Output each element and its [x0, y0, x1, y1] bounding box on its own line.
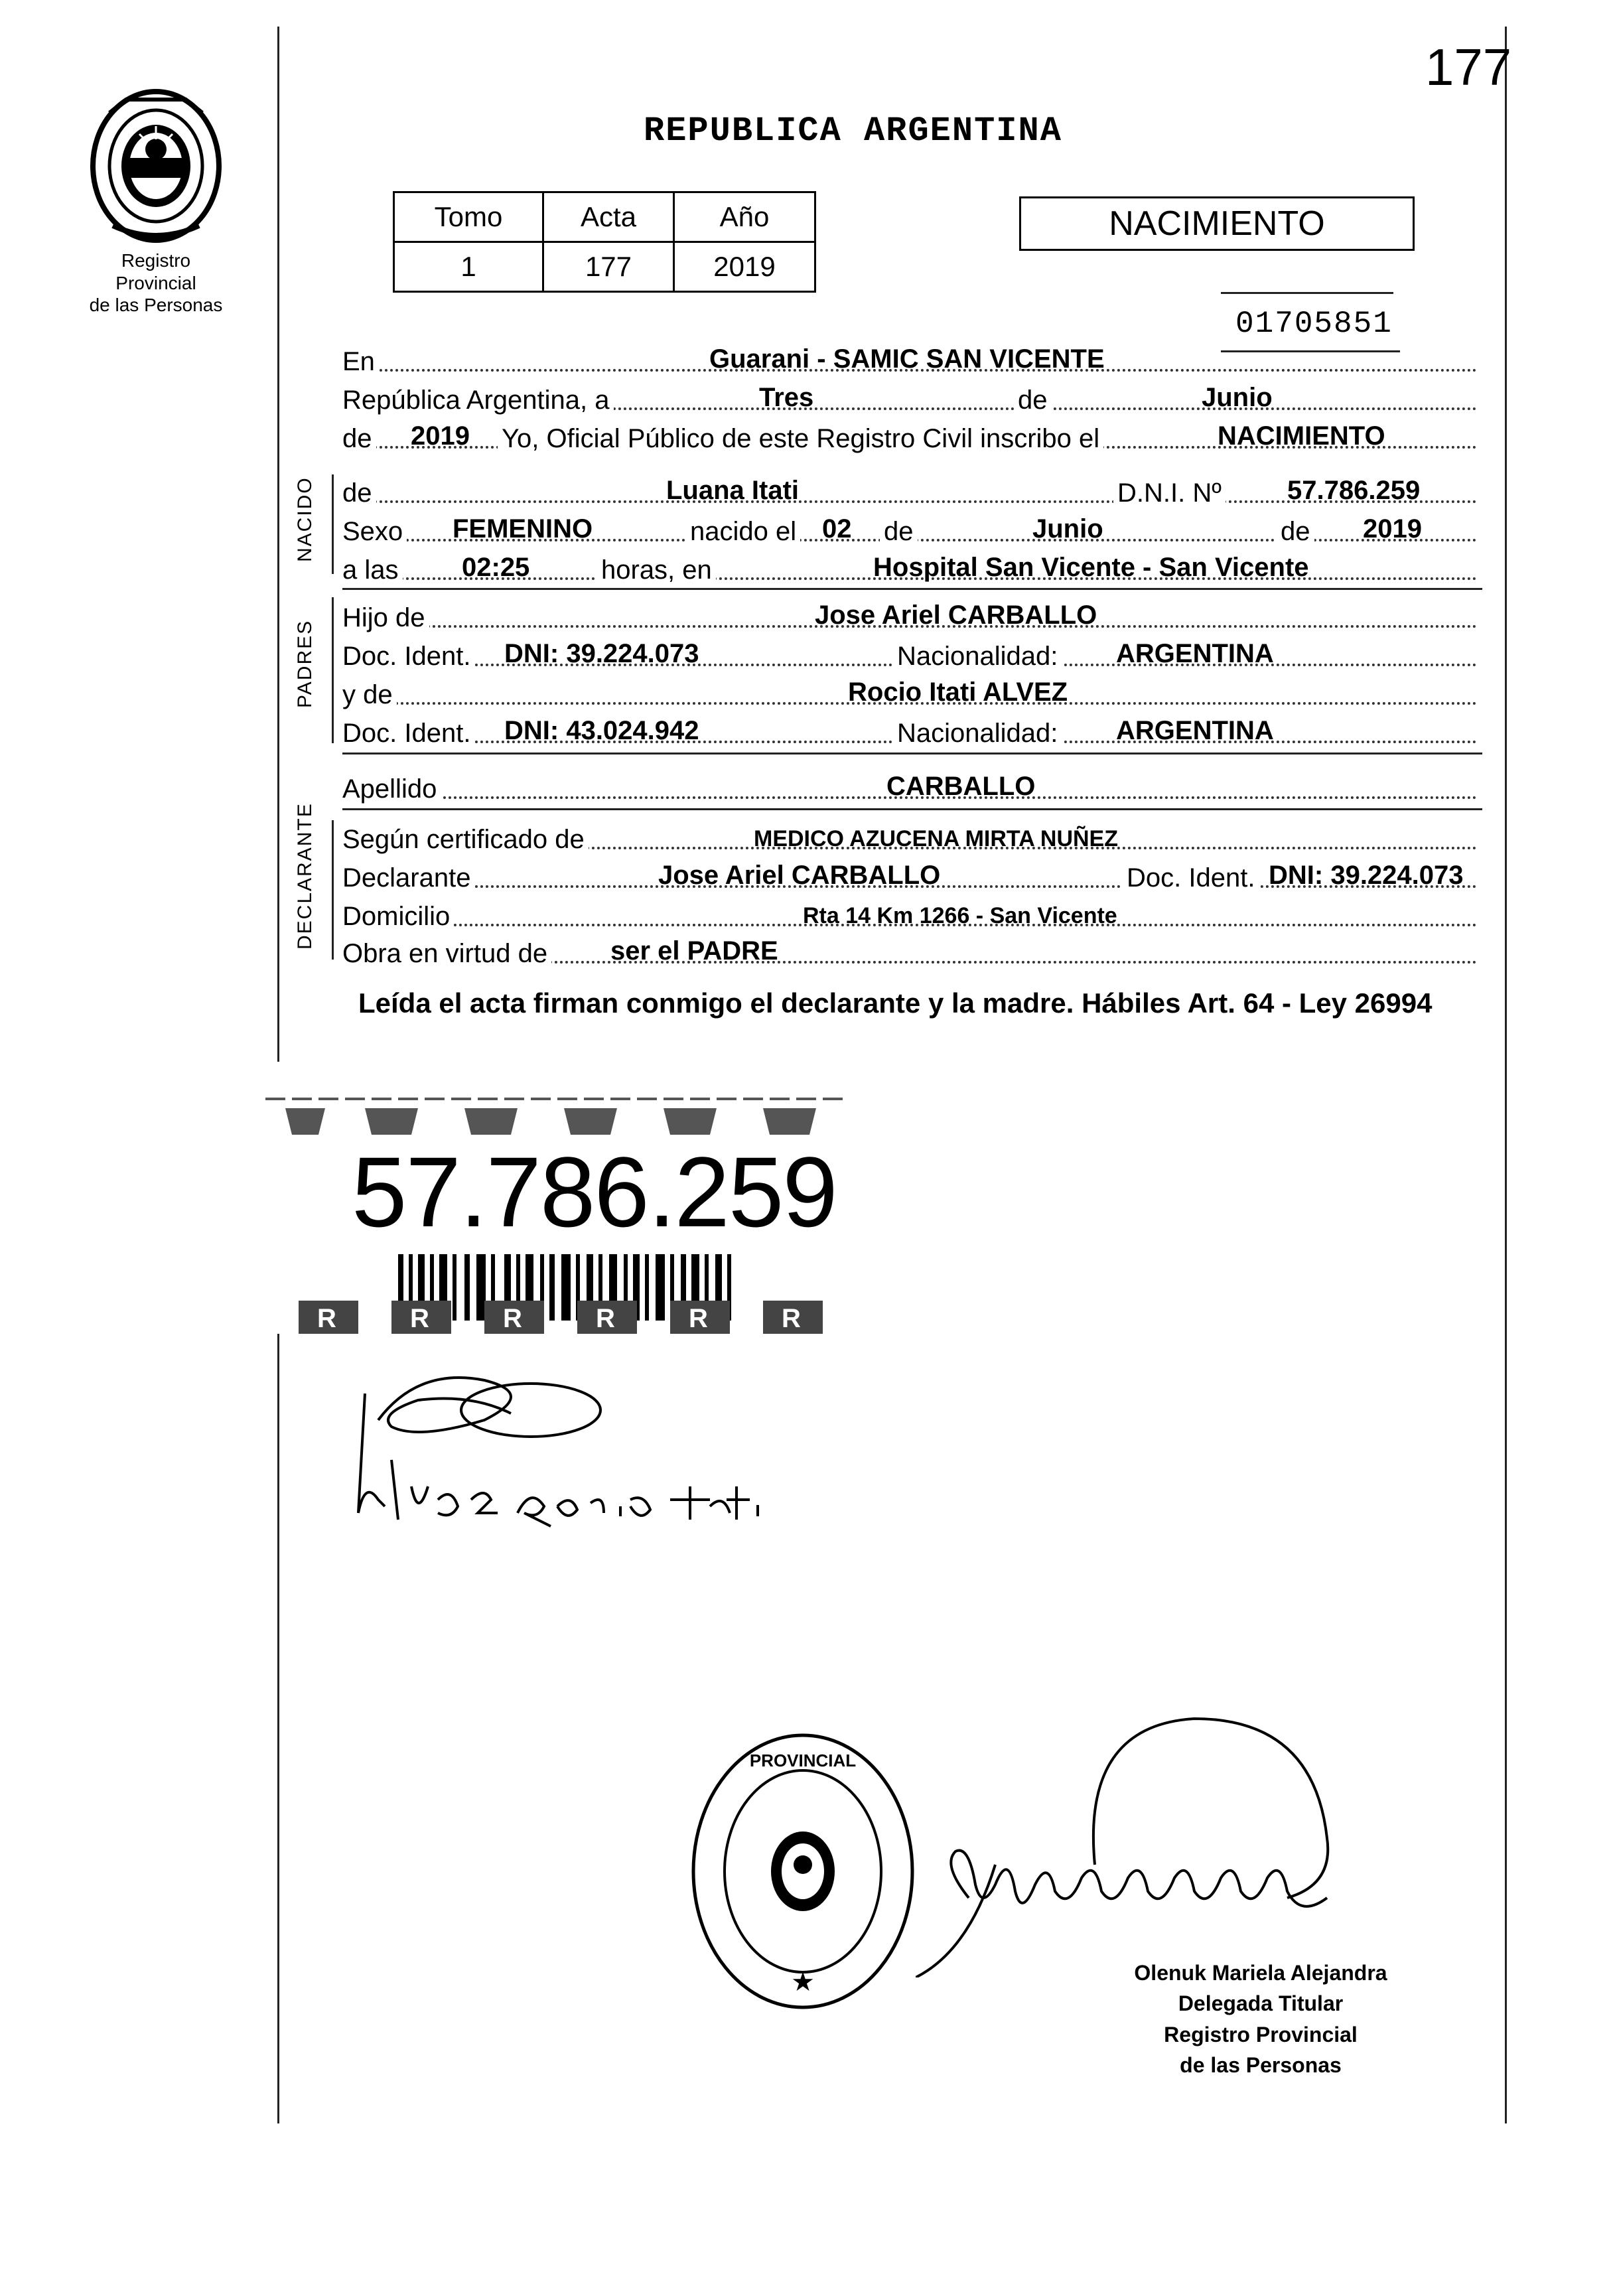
row-inscription: [342, 417, 1477, 454]
label-sexo: Sexo: [342, 517, 407, 547]
svg-text:R: R: [503, 1304, 522, 1333]
value-declarant-doc: DNI: 39.224.073: [1269, 861, 1464, 890]
row-father-doc: [342, 634, 1477, 672]
label-nacido-el: nacido el: [686, 517, 800, 547]
anio-value: 2019: [674, 242, 815, 292]
sticker-bottom-pattern: [292, 1294, 876, 1340]
svg-text:R: R: [689, 1304, 708, 1333]
row-father: [342, 596, 1477, 633]
value-mother-doc: DNI: 43.024.942: [504, 716, 699, 745]
row-mother: [342, 673, 1477, 710]
row-declarant: [342, 856, 1477, 893]
value-place: Guarani - SAMIC SAN VICENTE: [709, 344, 1105, 374]
label-obra: Obra en virtud de: [342, 939, 551, 969]
label-republica: República Argentina, a: [342, 386, 614, 415]
label-de-child: de: [342, 478, 376, 508]
signer-block: [1088, 1958, 1433, 2081]
value-day: Tres: [759, 383, 814, 412]
value-sex: FEMENINO: [453, 514, 593, 543]
value-father-nationality: ARGENTINA: [1116, 639, 1274, 668]
serial-rule-top: [1221, 292, 1393, 294]
acta-value: 177: [543, 242, 674, 292]
section-declarante: DECLARANTE: [294, 802, 316, 950]
value-month: Junio: [1202, 383, 1273, 412]
record-table: [393, 191, 816, 293]
signer-institution: Registro Provincial: [1164, 2022, 1358, 2046]
padres-bracket: [332, 597, 334, 743]
nacido-bracket: [332, 474, 334, 574]
left-margin-line-lower: [277, 1334, 279, 2123]
label-segun: Según certificado de: [342, 825, 589, 855]
barcode-sticker: [265, 1095, 849, 1340]
value-certificate: MEDICO AZUCENA MIRTA NUÑEZ: [754, 826, 1118, 851]
label-declarante: Declarante: [342, 863, 474, 893]
label-hijo-de: Hijo de: [342, 603, 429, 633]
separator-nacido: [342, 588, 1482, 590]
label-doc-ident-father: Doc. Ident.: [342, 642, 474, 672]
row-capacity: [342, 932, 1477, 969]
row-place: [342, 340, 1477, 377]
row-certificate: [342, 818, 1477, 855]
stamp-outer-text: PROVINCIAL: [749, 1751, 857, 1770]
row-time-place: [342, 548, 1477, 585]
tomo-value: 1: [394, 242, 543, 292]
value-birth-month: Junio: [1032, 514, 1103, 543]
value-birth-year: 2019: [1363, 514, 1422, 543]
registry-stamp: [683, 1725, 922, 2017]
signer-role: Delegada Titular: [1178, 1991, 1344, 2016]
value-mother-nationality: ARGENTINA: [1116, 716, 1274, 745]
label-nacionalidad-mother: Nacionalidad:: [893, 719, 1062, 749]
label-de-birth-month: de: [880, 517, 918, 547]
label-doc-ident-mother: Doc. Ident.: [342, 719, 474, 749]
label-yo: Yo, Oficial Público de este Registro Civil inscribo el: [498, 424, 1103, 454]
svg-text:R: R: [317, 1304, 336, 1333]
label-de-month: de: [1014, 386, 1052, 415]
svg-text:R: R: [596, 1304, 615, 1333]
label-de-year: de: [342, 424, 376, 454]
row-sex-birth: [342, 510, 1477, 547]
label-doc-ident-declarant: Doc. Ident.: [1123, 863, 1259, 893]
row-mother-doc: [342, 711, 1477, 749]
value-act-kind: NACIMIENTO: [1218, 421, 1385, 451]
label-y-de: y de: [342, 680, 397, 710]
label-dni-no: D.N.I. Nº: [1113, 478, 1226, 508]
label-de-birth-year: de: [1277, 517, 1314, 547]
page-number: 177: [1425, 38, 1512, 96]
svg-text:★: ★: [791, 1968, 815, 1997]
closing-statement: Leída el acta firman conmigo el declarante y la madre. Hábiles Art. 64 - Ley 26994: [358, 987, 1433, 1019]
label-en: En: [342, 347, 379, 377]
provincial-seal: [80, 86, 232, 317]
document-title: REPUBLICA ARGENTINA: [644, 111, 1062, 151]
signer-institution-cont: de las Personas: [1180, 2053, 1342, 2078]
separator-apellido: [342, 808, 1482, 810]
label-apellido: Apellido: [342, 774, 441, 804]
separator-padres: [342, 753, 1482, 754]
label-a-las: a las: [342, 555, 403, 585]
value-child-dni: 57.786.259: [1287, 476, 1421, 505]
declarante-bracket: [332, 820, 334, 960]
barcode-number: 57.786.259: [352, 1136, 837, 1248]
value-mother-name: Rocio Itati ALVEZ: [848, 678, 1068, 707]
serial-number: 01705851: [1235, 307, 1393, 341]
tomo-header: Tomo: [394, 192, 543, 242]
row-child-name: [342, 471, 1477, 508]
row-address: [342, 895, 1477, 932]
label-nacionalidad-father: Nacionalidad:: [893, 642, 1062, 672]
value-birth-day: 02: [822, 514, 852, 543]
right-margin-line: [1505, 27, 1507, 2123]
row-surname: [342, 767, 1477, 804]
value-father-name: Jose Ariel CARBALLO: [815, 601, 1097, 630]
section-padres: PADRES: [294, 619, 316, 708]
registry-caption-line2: de las Personas: [89, 295, 223, 316]
document-type-box: NACIMIENTO: [1019, 196, 1415, 251]
left-margin-line: [277, 27, 279, 1062]
svg-text:R: R: [782, 1304, 801, 1333]
value-surname: CARBALLO: [886, 772, 1036, 801]
official-signature: [916, 1699, 1367, 1977]
section-nacido: NACIDO: [294, 476, 316, 562]
value-address: Rta 14 Km 1266 - San Vicente: [803, 903, 1117, 928]
value-child-name: Luana Itati: [666, 476, 800, 505]
value-birth-time: 02:25: [462, 553, 530, 582]
registry-caption-line1: Registro Provincial: [115, 250, 196, 293]
label-domicilio: Domicilio: [342, 902, 454, 932]
misiones-coat-of-arms: [86, 86, 226, 246]
anio-header: Año: [674, 192, 815, 242]
value-father-doc: DNI: 39.224.073: [504, 639, 699, 668]
acta-header: Acta: [543, 192, 674, 242]
signer-name: Olenuk Mariela Alejandra: [1134, 1961, 1387, 1985]
svg-text:R: R: [410, 1304, 429, 1333]
value-birth-place: Hospital San Vicente - San Vicente: [873, 553, 1309, 582]
value-declarant-name: Jose Ariel CARBALLO: [658, 861, 941, 890]
value-capacity: ser el PADRE: [610, 936, 778, 966]
label-horas-en: horas, en: [597, 555, 716, 585]
row-date: [342, 378, 1477, 415]
value-year: 2019: [411, 421, 470, 451]
mother-signature: [338, 1354, 829, 1546]
